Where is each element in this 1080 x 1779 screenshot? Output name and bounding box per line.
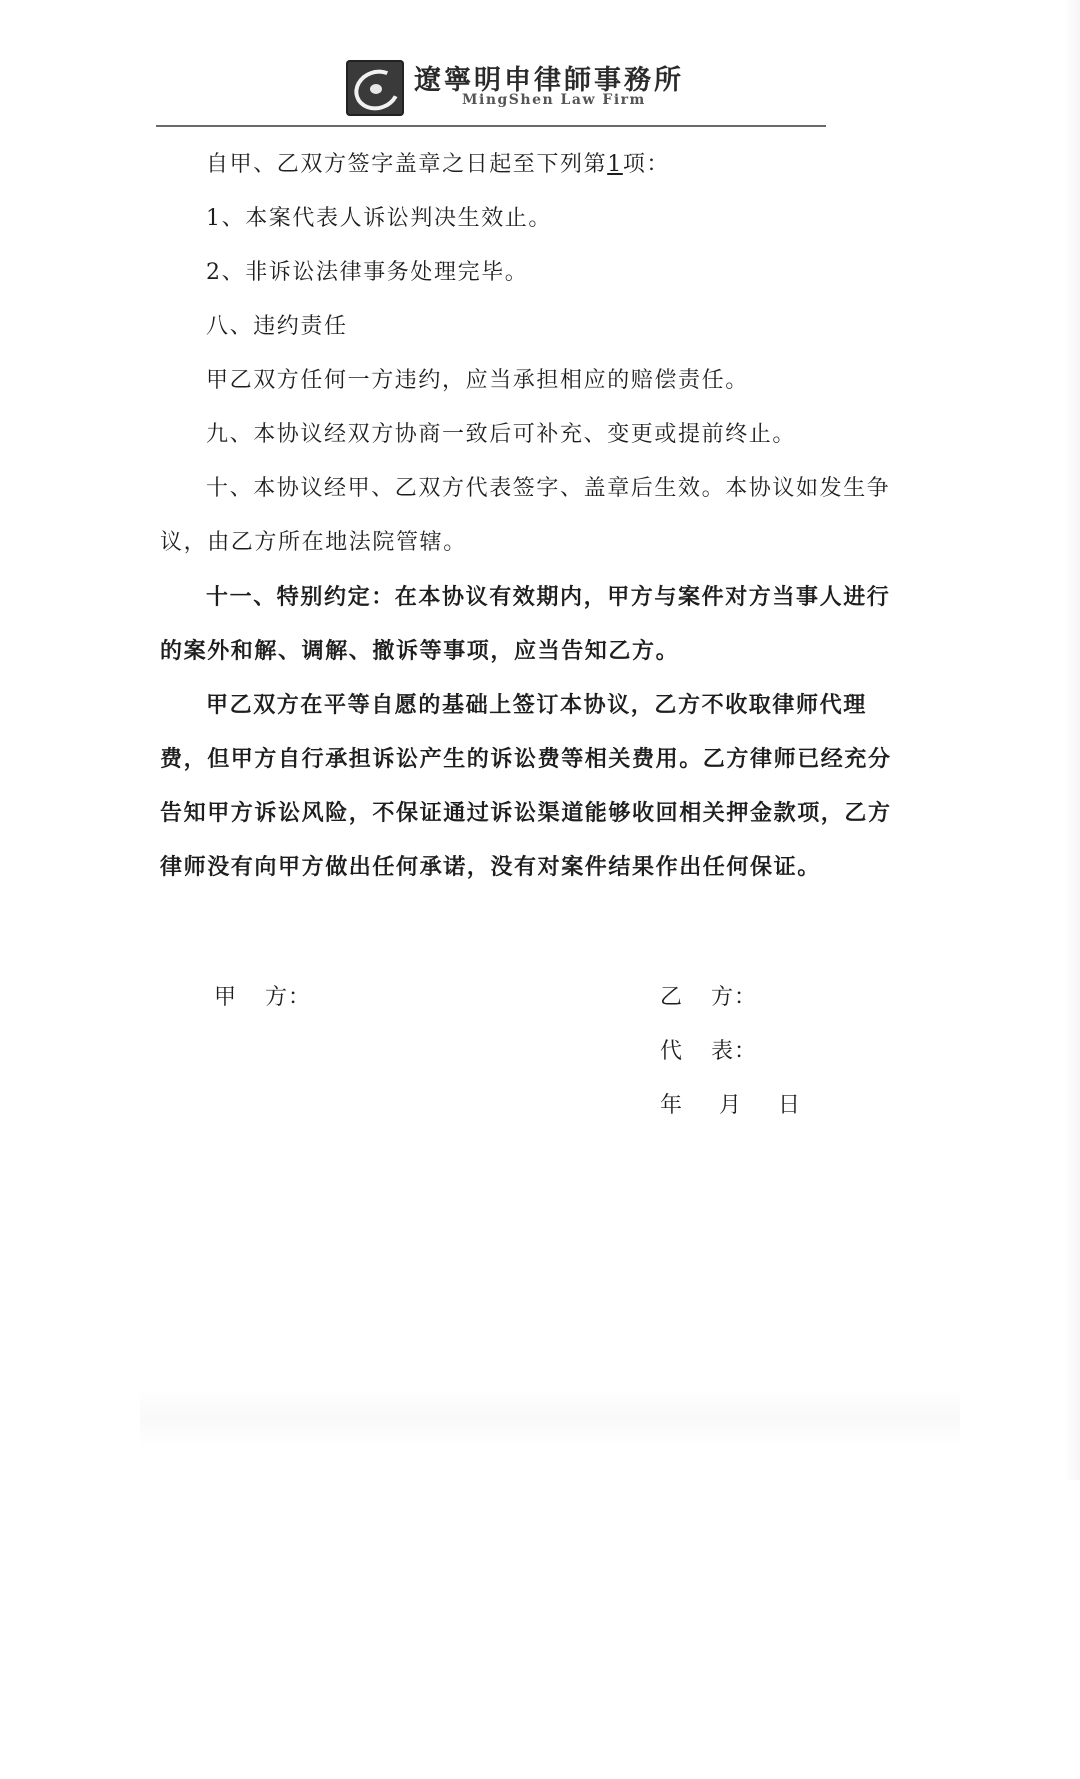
scan-artifact (140, 1388, 960, 1448)
paragraph-amendment: 九、本协议经双方协商一致后可补充、变更或提前终止。 (206, 422, 797, 447)
header-divider (156, 125, 826, 127)
firm-name-english: MingShen Law Firm (462, 92, 646, 108)
signature-label: 方： (265, 985, 312, 1010)
paragraph-breach-liability: 甲乙双方任何一方违约，应当承担相应的赔偿责任。 (206, 368, 749, 393)
paragraph-text: 项： (622, 152, 671, 177)
agreement-body (160, 138, 905, 894)
date-month-label: 月 (719, 1093, 743, 1118)
signature-label: 甲 (214, 985, 238, 1010)
paragraph-effectiveness: 十、本协议经甲、乙双方代表签字、盖章后生效。本协议如发生争议，由乙方所在地法院管辖。 (160, 476, 891, 555)
paragraph-term-start (160, 138, 905, 192)
signature-label: 表： (711, 1039, 758, 1064)
signature-representative (660, 1034, 757, 1065)
paragraph-fees-risk: 甲乙双方在平等自愿的基础上签订本协议，乙方不收取律师代理费，但甲方自行承担诉讼产生的诉讼费等相关费用。乙方律师已经充分告知甲方诉讼风险，不保证通过诉讼渠道能够收回相关押金款项，乙方律师没有向甲方做出任何承诺，没有对案件结果作出任何保证。 (160, 692, 892, 880)
paragraph-text: 自甲、乙双方签字盖章之日起至下列第 (206, 152, 608, 177)
firm-name-chinese: 遼寧明申律師事務所 (414, 65, 684, 96)
letterhead (0, 0, 1080, 120)
section-heading-breach: 八、违约责任 (206, 314, 348, 339)
paragraph-term-item-1: 1、本案代表人诉讼判决生效止。 (206, 206, 552, 231)
signature-party-a (214, 980, 311, 1011)
paragraph-term-item-2: 2、非诉讼法律事务处理完毕。 (206, 260, 529, 285)
firm-logo-icon (346, 60, 404, 116)
signature-date (660, 1088, 801, 1119)
scan-edge-shadow (1064, 0, 1080, 1480)
signature-party-b (660, 980, 757, 1011)
date-day-label: 日 (778, 1093, 802, 1118)
underlined-item-number: 1 (607, 152, 623, 177)
signature-label: 代 (660, 1039, 684, 1064)
date-year-label: 年 (660, 1093, 684, 1118)
paragraph-special-agreement: 十一、特别约定：在本协议有效期内，甲方与案件对方当事人进行的案外和解、调解、撤诉等事项，应当告知乙方。 (160, 584, 891, 664)
signature-label: 方： (711, 985, 758, 1010)
signature-label: 乙 (660, 985, 684, 1010)
